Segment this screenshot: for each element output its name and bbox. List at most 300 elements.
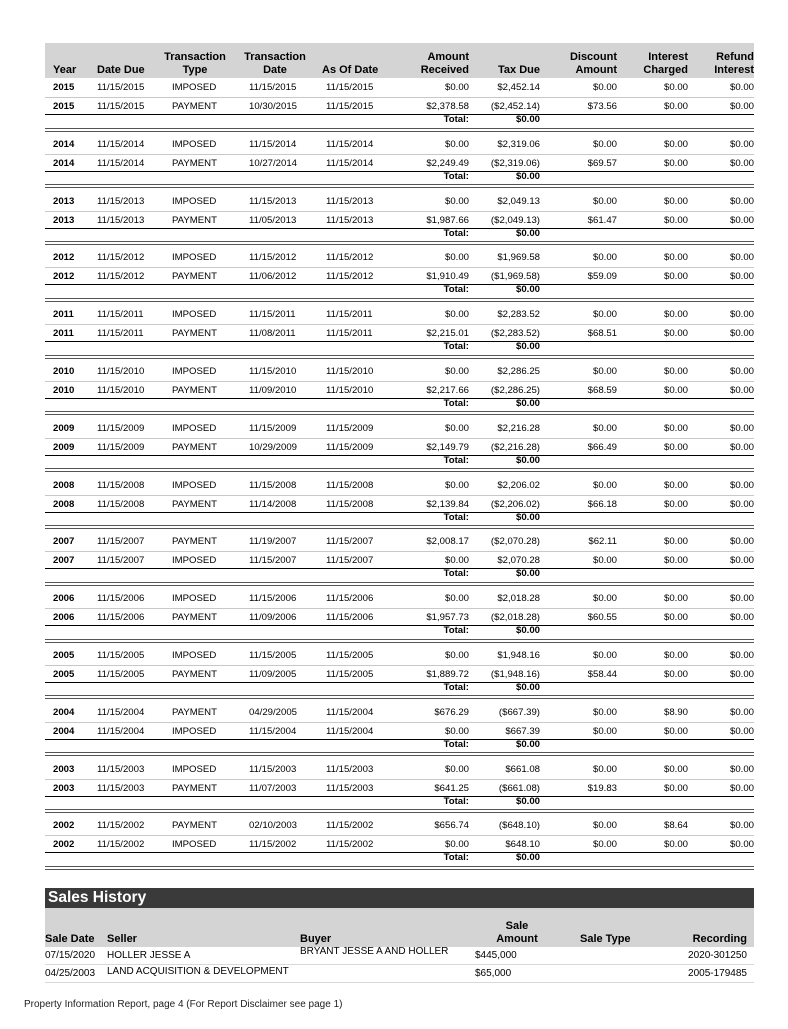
refund-interest-cell: $0.00 — [729, 214, 754, 226]
as-of-date-cell: 11/15/2015 — [326, 101, 374, 112]
total-value: $0.00 — [515, 511, 540, 523]
date-due-cell: 11/15/2015 — [97, 82, 145, 93]
as-of-date-cell: 11/15/2011 — [326, 328, 373, 340]
date-due-cell: 11/15/2003 — [97, 782, 145, 794]
tax-due-cell: ($2,452.14) — [490, 101, 540, 112]
table-row — [45, 724, 754, 739]
as-of-date-cell: 11/15/2010 — [326, 365, 374, 377]
year-cell: 2011 — [53, 328, 74, 340]
refund-interest-cell: $0.00 — [729, 820, 754, 832]
table-row — [45, 364, 754, 379]
as-of-date-cell: 11/15/2014 — [326, 157, 374, 169]
header-refund-interest: Refund Interest — [714, 51, 754, 76]
table-row — [45, 667, 754, 682]
group-divider — [45, 525, 754, 529]
group-divider — [45, 128, 754, 132]
discount-amount-cell: $59.09 — [587, 271, 617, 283]
interest-charged-cell: $0.00 — [663, 536, 688, 548]
transaction-date-cell: 11/15/2008 — [249, 479, 297, 491]
total-row — [45, 625, 754, 638]
tax-year-group — [45, 760, 754, 817]
sale-amount-cell: $65,000 — [475, 968, 512, 979]
date-due-cell: 11/15/2004 — [97, 706, 145, 718]
table-row — [45, 648, 754, 663]
tax-due-cell: ($667.39) — [498, 706, 540, 718]
transaction-date-cell: 11/15/2006 — [249, 593, 297, 605]
table-row — [45, 213, 754, 228]
total-label: Total: — [443, 397, 469, 409]
transaction-type-cell: IMPOSED — [172, 555, 217, 567]
discount-amount-cell: $61.47 — [587, 214, 617, 226]
tax-due-cell: ($2,319.06) — [490, 157, 540, 169]
year-cell: 2011 — [53, 309, 74, 321]
tax-year-group — [45, 476, 754, 533]
discount-amount-cell: $0.00 — [592, 649, 617, 661]
transaction-date-cell: 11/15/2004 — [249, 725, 297, 737]
sale-amount-cell: $445,000 — [475, 950, 517, 961]
year-cell: 2015 — [53, 82, 75, 93]
interest-charged-cell: $0.00 — [663, 157, 688, 169]
transaction-type-cell: IMPOSED — [172, 763, 217, 775]
transaction-date-cell: 11/19/2007 — [249, 536, 297, 548]
year-cell: 2004 — [53, 706, 75, 718]
year-cell: 2012 — [53, 252, 75, 264]
year-cell: 2010 — [53, 365, 75, 377]
discount-amount-cell: $0.00 — [592, 725, 617, 737]
interest-charged-cell: $0.00 — [663, 214, 688, 226]
tax-due-cell: $2,283.52 — [497, 309, 540, 321]
tax-due-cell: ($2,049.13) — [490, 214, 540, 226]
discount-amount-cell: $69.57 — [587, 157, 617, 169]
discount-amount-cell: $0.00 — [592, 365, 617, 377]
transaction-type-cell: PAYMENT — [172, 441, 217, 453]
tax-due-cell: ($1,969.58) — [490, 271, 540, 283]
as-of-date-cell: 11/15/2009 — [326, 422, 374, 434]
as-of-date-cell: 11/15/2007 — [326, 555, 374, 567]
interest-charged-cell: $0.00 — [663, 101, 688, 112]
transaction-date-cell: 11/15/2002 — [249, 839, 297, 851]
as-of-date-cell: 11/15/2005 — [326, 668, 374, 680]
year-cell: 2006 — [53, 612, 75, 624]
refund-interest-cell: $0.00 — [729, 498, 754, 510]
discount-amount-cell: $0.00 — [592, 763, 617, 775]
header-discount-amount: Discount Amount — [569, 51, 617, 76]
transaction-date-cell: 11/05/2013 — [249, 214, 297, 226]
header-as-of-date: As Of Date — [322, 64, 379, 76]
interest-charged-cell: $0.00 — [663, 309, 688, 321]
amount-received-cell: $1,957.73 — [426, 612, 469, 624]
group-divider — [45, 241, 754, 245]
transaction-type-cell: PAYMENT — [172, 328, 217, 340]
refund-interest-cell: $0.00 — [729, 138, 754, 150]
row-divider — [45, 381, 754, 382]
year-cell: 2013 — [53, 214, 75, 226]
table-row — [45, 478, 754, 493]
amount-received-cell: $0.00 — [444, 309, 469, 321]
amount-received-cell: $0.00 — [444, 422, 469, 434]
transaction-date-cell: 11/15/2015 — [249, 82, 297, 93]
total-row — [45, 284, 754, 297]
date-due-cell: 11/15/2012 — [97, 271, 145, 283]
interest-charged-cell: $0.00 — [663, 668, 688, 680]
interest-charged-cell: $0.00 — [663, 252, 688, 264]
date-due-cell: 11/15/2009 — [97, 422, 145, 434]
transaction-type-cell: PAYMENT — [172, 612, 217, 624]
interest-charged-cell: $0.00 — [663, 271, 688, 283]
interest-charged-cell: $0.00 — [663, 498, 688, 510]
tax-year-group — [45, 703, 754, 760]
seller-cell: HOLLER JESSE A — [107, 950, 191, 961]
recording-cell: 2020-301250 — [688, 950, 747, 961]
transaction-type-cell: IMPOSED — [172, 593, 217, 605]
refund-interest-cell: $0.00 — [729, 706, 754, 718]
total-value: $0.00 — [515, 397, 540, 409]
header-sale-type: Sale Type — [580, 933, 631, 945]
total-value: $0.00 — [515, 852, 540, 864]
header-sale-date: Sale Date — [45, 933, 95, 945]
refund-interest-cell: $0.00 — [729, 612, 754, 624]
discount-amount-cell: $66.18 — [587, 498, 617, 510]
amount-received-cell: $641.25 — [434, 782, 469, 794]
transaction-date-cell: 04/29/2005 — [249, 706, 298, 718]
transaction-date-cell: 11/15/2005 — [249, 649, 297, 661]
amount-received-cell: $1,987.66 — [426, 214, 469, 226]
recording-cell: 2005-179485 — [688, 968, 747, 979]
group-divider — [45, 355, 754, 359]
year-cell: 2004 — [53, 725, 75, 737]
year-cell: 2010 — [53, 384, 75, 396]
total-label: Total: — [443, 227, 469, 239]
amount-received-cell: $2,215.01 — [426, 328, 469, 340]
sale-date-cell: 07/15/2020 — [45, 950, 96, 961]
group-divider — [45, 184, 754, 188]
tax-due-cell: $2,070.28 — [497, 555, 540, 567]
amount-received-cell: $2,149.79 — [426, 441, 469, 453]
group-divider — [45, 468, 754, 472]
transaction-type-cell: IMPOSED — [172, 649, 217, 661]
total-label: Total: — [443, 114, 469, 125]
total-label: Total: — [443, 795, 469, 807]
refund-interest-cell: $0.00 — [729, 101, 754, 112]
row-divider — [45, 722, 754, 723]
table-row — [45, 837, 754, 852]
tax-year-group — [45, 78, 754, 135]
tax-due-cell: ($2,286.25) — [490, 384, 540, 396]
table-row — [45, 705, 754, 720]
discount-amount-cell: $73.56 — [587, 101, 617, 112]
transaction-type-cell: PAYMENT — [172, 668, 217, 680]
amount-received-cell: $1,910.49 — [426, 271, 469, 283]
tax-due-cell: $667.39 — [505, 725, 540, 737]
tax-due-cell: $1,969.58 — [497, 252, 540, 264]
discount-amount-cell: $0.00 — [592, 82, 617, 93]
tax-due-cell: $648.10 — [505, 839, 540, 851]
amount-received-cell: $0.00 — [444, 555, 469, 567]
as-of-date-cell: 11/15/2013 — [326, 195, 374, 207]
row-divider — [45, 551, 754, 552]
table-row — [45, 80, 754, 95]
tax-year-group — [45, 192, 754, 249]
interest-charged-cell: $0.00 — [663, 82, 688, 93]
interest-charged-cell: $0.00 — [663, 555, 688, 567]
transaction-type-cell: IMPOSED — [172, 365, 217, 377]
transaction-date-cell: 02/10/2003 — [249, 820, 298, 832]
tax-groups — [45, 78, 754, 873]
interest-charged-cell: $0.00 — [663, 479, 688, 491]
table-row — [45, 781, 754, 796]
as-of-date-cell: 11/15/2009 — [326, 441, 374, 453]
row-divider — [45, 779, 754, 780]
table-row — [45, 99, 754, 114]
header-interest-charged: Interest Charged — [643, 51, 688, 76]
year-cell: 2003 — [53, 763, 75, 775]
table-row — [45, 137, 754, 152]
refund-interest-cell: $0.00 — [729, 252, 754, 264]
interest-charged-cell: $0.00 — [663, 839, 688, 851]
amount-received-cell: $656.74 — [434, 820, 469, 832]
total-row — [45, 455, 754, 468]
group-divider — [45, 752, 754, 756]
tax-year-group — [45, 816, 754, 873]
interest-charged-cell: $0.00 — [663, 195, 688, 207]
transaction-date-cell: 11/09/2010 — [249, 384, 297, 396]
as-of-date-cell: 11/15/2012 — [326, 252, 374, 264]
tax-year-group — [45, 589, 754, 646]
tax-due-cell: ($648.10) — [498, 820, 540, 832]
transaction-type-cell: PAYMENT — [172, 536, 217, 548]
refund-interest-cell: $0.00 — [729, 157, 754, 169]
transaction-date-cell: 11/08/2011 — [249, 328, 296, 340]
as-of-date-cell: 11/15/2006 — [326, 612, 374, 624]
interest-charged-cell: $8.90 — [663, 706, 688, 718]
seller-cell: LAND ACQUISITION & DEVELOPMENT — [107, 966, 289, 977]
amount-received-cell: $0.00 — [444, 82, 469, 93]
amount-received-cell: $2,249.49 — [426, 157, 469, 169]
header-date-due: Date Due — [97, 64, 145, 76]
discount-amount-cell: $58.44 — [587, 668, 617, 680]
discount-amount-cell: $0.00 — [592, 195, 617, 207]
date-due-cell: 11/15/2002 — [97, 839, 145, 851]
interest-charged-cell: $0.00 — [663, 725, 688, 737]
sales-table-header — [45, 908, 754, 947]
transaction-type-cell: PAYMENT — [172, 157, 217, 169]
tax-due-cell: $2,206.02 — [497, 479, 540, 491]
total-label: Total: — [443, 625, 469, 637]
year-cell: 2008 — [53, 498, 75, 510]
amount-received-cell: $0.00 — [444, 365, 469, 377]
sales-history-title: Sales History — [45, 888, 754, 908]
table-row — [45, 965, 754, 983]
year-cell: 2009 — [53, 422, 75, 434]
refund-interest-cell: $0.00 — [729, 725, 754, 737]
interest-charged-cell: $0.00 — [663, 763, 688, 775]
date-due-cell: 11/15/2003 — [97, 763, 145, 775]
as-of-date-cell: 11/15/2013 — [326, 214, 374, 226]
tax-year-group — [45, 419, 754, 476]
tax-due-cell: $2,018.28 — [497, 593, 540, 605]
transaction-date-cell: 10/30/2015 — [249, 101, 298, 112]
discount-amount-cell: $60.55 — [587, 612, 617, 624]
refund-interest-cell: $0.00 — [729, 668, 754, 680]
transaction-date-cell: 11/15/2003 — [249, 763, 297, 775]
refund-interest-cell: $0.00 — [729, 763, 754, 775]
total-value: $0.00 — [515, 568, 540, 580]
total-row — [45, 796, 754, 809]
amount-received-cell: $676.29 — [434, 706, 469, 718]
transaction-type-cell: PAYMENT — [172, 101, 217, 112]
tax-due-cell: ($1,948.16) — [490, 668, 540, 680]
transaction-date-cell: 11/15/2014 — [249, 138, 297, 150]
tax-due-cell: $661.08 — [505, 763, 540, 775]
year-cell: 2007 — [53, 555, 75, 567]
total-row — [45, 512, 754, 525]
table-row — [45, 307, 754, 322]
year-cell: 2002 — [53, 839, 75, 851]
year-cell: 2003 — [53, 782, 75, 794]
transaction-type-cell: PAYMENT — [172, 384, 217, 396]
total-value: $0.00 — [515, 341, 540, 353]
as-of-date-cell: 11/15/2002 — [326, 820, 374, 832]
tax-due-cell: $2,452.14 — [497, 82, 540, 93]
year-cell: 2014 — [53, 157, 75, 169]
transaction-date-cell: 11/07/2003 — [249, 782, 297, 794]
refund-interest-cell: $0.00 — [729, 839, 754, 851]
discount-amount-cell: $0.00 — [592, 422, 617, 434]
tax-due-cell: ($2,070.28) — [490, 536, 540, 548]
tax-table-header — [45, 43, 754, 78]
amount-received-cell: $0.00 — [444, 763, 469, 775]
discount-amount-cell: $0.00 — [592, 820, 617, 832]
refund-interest-cell: $0.00 — [729, 593, 754, 605]
date-due-cell: 11/15/2007 — [97, 555, 145, 567]
tax-due-cell: $2,286.25 — [497, 365, 540, 377]
date-due-cell: 11/15/2004 — [97, 725, 145, 737]
date-due-cell: 11/15/2010 — [97, 384, 145, 396]
tax-year-group — [45, 646, 754, 703]
interest-charged-cell: $0.00 — [663, 441, 688, 453]
total-label: Total: — [443, 738, 469, 750]
refund-interest-cell: $0.00 — [729, 555, 754, 567]
header-recording: Recording — [692, 933, 747, 945]
group-divider — [45, 639, 754, 643]
tax-history-table — [45, 43, 754, 873]
page-footer: Property Information Report, page 4 (For Report Disclaimer see page 1) — [24, 999, 343, 1010]
date-due-cell: 11/15/2013 — [97, 195, 145, 207]
table-row — [45, 534, 754, 549]
refund-interest-cell: $0.00 — [729, 384, 754, 396]
table-row — [45, 421, 754, 436]
year-cell: 2014 — [53, 138, 75, 150]
date-due-cell: 11/15/2011 — [97, 309, 144, 321]
total-label: Total: — [443, 568, 469, 580]
tax-due-cell: ($661.08) — [498, 782, 540, 794]
transaction-type-cell: PAYMENT — [172, 820, 217, 832]
row-divider — [45, 835, 754, 836]
transaction-date-cell: 11/15/2009 — [249, 422, 297, 434]
group-divider — [45, 866, 754, 870]
refund-interest-cell: $0.00 — [729, 271, 754, 283]
transaction-date-cell: 10/27/2014 — [249, 157, 298, 169]
year-cell: 2009 — [53, 441, 75, 453]
group-divider — [45, 809, 754, 813]
total-value: $0.00 — [515, 625, 540, 637]
total-label: Total: — [443, 681, 469, 693]
year-cell: 2013 — [53, 195, 75, 207]
interest-charged-cell: $0.00 — [663, 138, 688, 150]
group-divider — [45, 411, 754, 415]
as-of-date-cell: 11/15/2003 — [326, 763, 374, 775]
header-buyer: Buyer — [300, 933, 332, 945]
interest-charged-cell: $0.00 — [663, 384, 688, 396]
table-row — [45, 818, 754, 833]
amount-received-cell: $0.00 — [444, 593, 469, 605]
transaction-type-cell: PAYMENT — [172, 498, 217, 510]
transaction-date-cell: 10/29/2009 — [249, 441, 298, 453]
refund-interest-cell: $0.00 — [729, 365, 754, 377]
tax-due-cell: $1,948.16 — [497, 649, 540, 661]
year-cell: 2012 — [53, 271, 75, 283]
date-due-cell: 11/15/2011 — [97, 328, 144, 340]
transaction-date-cell: 11/15/2011 — [249, 309, 296, 321]
total-row — [45, 682, 754, 695]
table-row — [45, 383, 754, 398]
amount-received-cell: $1,889.72 — [426, 668, 469, 680]
year-cell: 2008 — [53, 479, 75, 491]
group-divider — [45, 582, 754, 586]
date-due-cell: 11/15/2014 — [97, 138, 145, 150]
interest-charged-cell: $0.00 — [663, 782, 688, 794]
as-of-date-cell: 11/15/2003 — [326, 782, 374, 794]
transaction-type-cell: IMPOSED — [172, 82, 217, 93]
as-of-date-cell: 11/15/2005 — [326, 649, 374, 661]
table-row — [45, 591, 754, 606]
transaction-date-cell: 11/09/2005 — [249, 668, 297, 680]
group-divider — [45, 298, 754, 302]
tax-due-cell: ($2,018.28) — [490, 612, 540, 624]
interest-charged-cell: $8.64 — [663, 820, 688, 832]
discount-amount-cell: $0.00 — [592, 309, 617, 321]
amount-received-cell: $2,217.66 — [426, 384, 469, 396]
interest-charged-cell: $0.00 — [663, 328, 688, 340]
date-due-cell: 11/15/2009 — [97, 441, 145, 453]
transaction-type-cell: IMPOSED — [172, 725, 217, 737]
transaction-date-cell: 11/14/2008 — [249, 498, 297, 510]
year-cell: 2005 — [53, 649, 75, 661]
tax-due-cell: ($2,206.02) — [490, 498, 540, 510]
tax-due-cell: $2,049.13 — [497, 195, 540, 207]
as-of-date-cell: 11/15/2004 — [326, 706, 374, 718]
total-row — [45, 228, 754, 241]
total-row — [45, 568, 754, 581]
interest-charged-cell: $0.00 — [663, 422, 688, 434]
discount-amount-cell: $66.49 — [587, 441, 617, 453]
group-divider — [45, 695, 754, 699]
as-of-date-cell: 11/15/2015 — [326, 82, 374, 93]
amount-received-cell: $0.00 — [444, 195, 469, 207]
date-due-cell: 11/15/2014 — [97, 157, 145, 169]
buyer-cell: BRYANT JESSE A AND HOLLER — [300, 946, 449, 957]
transaction-type-cell: PAYMENT — [172, 782, 217, 794]
discount-amount-cell: $0.00 — [592, 252, 617, 264]
tax-due-cell: $2,216.28 — [497, 422, 540, 434]
total-value: $0.00 — [515, 795, 540, 807]
as-of-date-cell: 11/15/2006 — [326, 593, 374, 605]
total-value: $0.00 — [515, 170, 540, 182]
total-label: Total: — [443, 852, 469, 864]
refund-interest-cell: $0.00 — [729, 422, 754, 434]
date-due-cell: 11/15/2007 — [97, 536, 145, 548]
discount-amount-cell: $0.00 — [592, 555, 617, 567]
